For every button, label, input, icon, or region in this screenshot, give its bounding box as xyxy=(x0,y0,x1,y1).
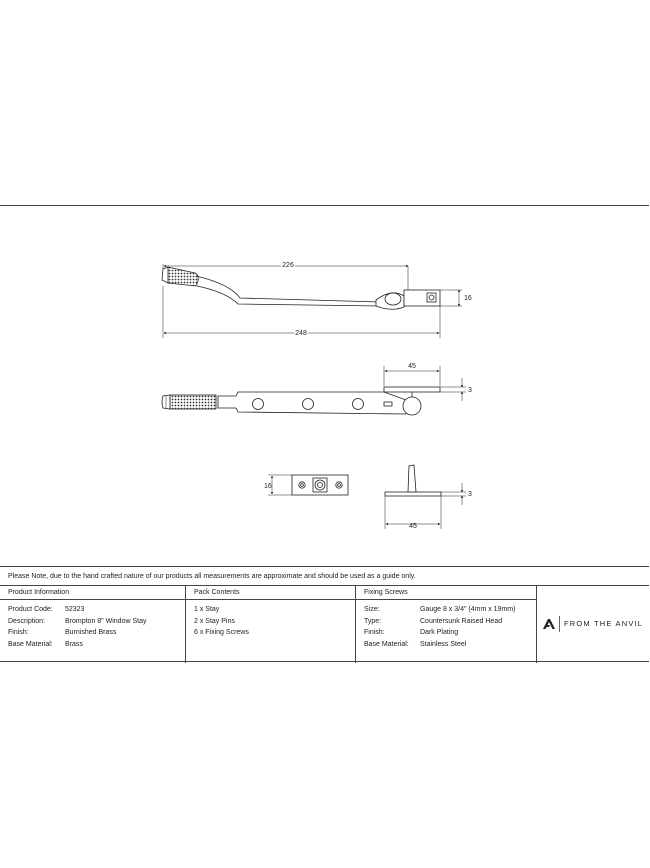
stay-arm-top xyxy=(196,276,380,306)
pack-item: 2 x Stay Pins xyxy=(194,617,235,625)
dimension-3-side xyxy=(440,378,466,401)
pack-item: 6 x Fixing Screws xyxy=(194,629,249,636)
product-info-row: Description: Brompton 8" Window Stay xyxy=(8,617,147,625)
measurement-note: Please Note, due to the hand crafted nature of our products all measurements are approximate and should be used as a guide only. xyxy=(0,566,649,586)
product-info-row: Base Material: Brass xyxy=(8,640,83,648)
dimension-16-plate-label: 16 xyxy=(264,483,272,490)
product-info-row: Finish: Burnished Brass xyxy=(8,629,117,636)
pack-item: 1 x Stay xyxy=(194,606,220,613)
pack-contents-heading: Pack Contents xyxy=(186,586,355,600)
dimension-45-side-label: 45 xyxy=(408,363,416,370)
spec-table xyxy=(0,585,649,662)
stay-pin-side xyxy=(385,465,441,496)
fixing-screws-column xyxy=(356,586,537,663)
dimension-16-top xyxy=(440,290,462,306)
brand-name: FROM THE ANVIL xyxy=(564,619,644,628)
knurled-handle-side xyxy=(162,395,216,409)
fixing-screws-row: Finish: Dark Plating xyxy=(364,629,459,636)
stay-bar-side xyxy=(218,392,406,414)
stay-side-view xyxy=(162,387,440,415)
fixing-screws-heading: Fixing Screws xyxy=(356,586,536,600)
fixing-plate-top xyxy=(404,290,440,306)
anvil-a-logo-icon xyxy=(542,618,556,630)
stay-pin-plate-side xyxy=(384,387,440,392)
brand-separator xyxy=(559,616,560,632)
dimension-45-pin-label: 45 xyxy=(409,523,417,530)
pack-contents-column xyxy=(186,586,356,663)
dimension-226-label: 226 xyxy=(282,262,294,269)
brand-block xyxy=(537,586,649,663)
dimension-16-top-label: 16 xyxy=(464,295,472,302)
fixing-screws-row: Type: Countersunk Raised Head xyxy=(364,617,503,625)
fixing-screws-row: Base Material: Stainless Steel xyxy=(364,640,467,648)
fixing-screws-row: Size: Gauge 8 x 3/4" (4mm x 19mm) xyxy=(364,606,516,613)
knurled-handle-top xyxy=(162,267,198,286)
product-info-heading: Product Information xyxy=(0,586,185,600)
dimension-3-side-label: 3 xyxy=(468,387,472,394)
dimension-3-pin-label: 3 xyxy=(468,491,472,498)
stay-top-view xyxy=(162,266,440,309)
product-info-column xyxy=(0,586,186,663)
product-info-row: Product Code: 52323 xyxy=(8,606,85,613)
dimension-248-label: 248 xyxy=(295,330,307,337)
technical-drawing xyxy=(0,206,650,566)
dimension-3-pin xyxy=(441,483,466,505)
drawing-sheet xyxy=(0,205,649,662)
pin-plate-front xyxy=(292,475,348,495)
